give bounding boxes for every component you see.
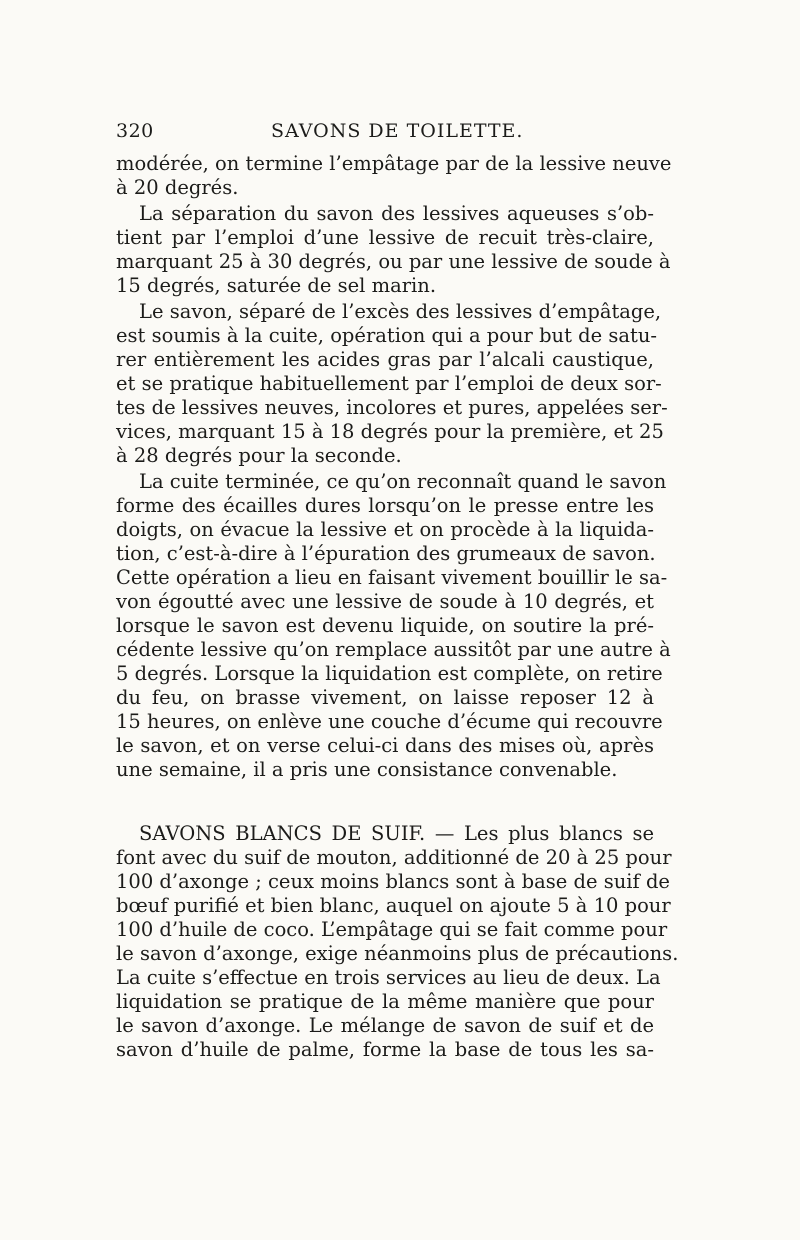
text-line: le savon d’axonge, exige néanmoins plus de précautions. [116,942,679,965]
text-line: tion, c’est-à-dire à l’épuration des grumeaux de savon. [116,542,656,565]
text-line: tes de lessives neuves, incolores et pures, appelées ser- [116,396,668,419]
text-line: tient par l’emploi d’une lessive de recuit très-claire, [116,226,654,249]
text-line: est soumis à la cuite, opération qui a pour but de satu- [116,324,657,347]
text-line: rer entièrement les acides gras par l’alcali caustique, [116,348,654,371]
text-line: 15 degrés, saturée de sel marin. [116,274,437,297]
text-line: font avec du suif de mouton, additionné de 20 à 25 pour [116,846,672,869]
text-line: La cuite s’effectue en trois services au lieu de deux. La [116,966,661,989]
text-line: forme des écailles dures lorsqu’on le presse entre les [116,494,654,517]
text-line: 100 d’axonge ; ceux moins blancs sont à base de suif de [116,870,670,893]
text-line: Le savon, séparé de l’excès des lessives d’empâtage, [139,300,662,323]
page-number: 320 [116,120,154,142]
text-line: du feu, on brasse vivement, on laisse reposer 12 à [116,686,654,709]
text-line: le savon d’axonge. Le mélange de savon de suif et de [116,1014,654,1037]
running-title: SAVONS DE TOILETTE. [271,120,524,142]
text-line: La séparation du savon des lessives aqueuses s’ob- [139,202,654,225]
text-line: marquant 25 à 30 degrés, ou par une lessive de soude à [116,250,671,273]
text-line: et se pratique habituellement par l’emploi de deux sor- [116,372,662,395]
text-line: doigts, on évacue la lessive et on procède à la liquida- [116,518,654,541]
text-line: von égoutté avec une lessive de soude à 10 degrés, et [116,590,654,613]
text-line: le savon, et on verse celui-ci dans des mises où, après [116,734,654,757]
text-line: cédente lessive qu’on remplace aussitôt par une autre à [116,638,671,661]
text-line: 100 d’huile de coco. L’empâtage qui se fait comme pour [116,918,668,941]
text-line: vices, marquant 15 à 18 degrés pour la première, et 25 [116,420,664,443]
text-line: Cette opération a lieu en faisant vivement bouillir le sa- [116,566,668,589]
text-line: La cuite terminée, ce qu’on reconnaît quand le savon [139,470,667,493]
text-line: à 28 degrés pour la seconde. [116,444,402,467]
text-line: SAVONS BLANCS DE SUIF. — Les plus blancs se [139,822,654,845]
text-line: 15 heures, on enlève une couche d’écume qui recouvre [116,710,663,733]
text-line: savon d’huile de palme, forme la base de tous les sa- [116,1038,654,1061]
text-line: modérée, on termine l’empâtage par de la lessive neuve [116,152,672,175]
text-line: liquidation se pratique de la même manière que pour [116,990,654,1013]
page-header [116,120,656,146]
text-line: lorsque le savon est devenu liquide, on soutire la pré- [116,614,654,637]
text-line: bœuf purifié et bien blanc, auquel on ajoute 5 à 10 pour [116,894,671,917]
text-line: 5 degrés. Lorsque la liquidation est complète, on retire [116,662,663,685]
text-line: une semaine, il a pris une consistance convenable. [116,758,618,781]
text-line: à 20 degrés. [116,176,239,199]
